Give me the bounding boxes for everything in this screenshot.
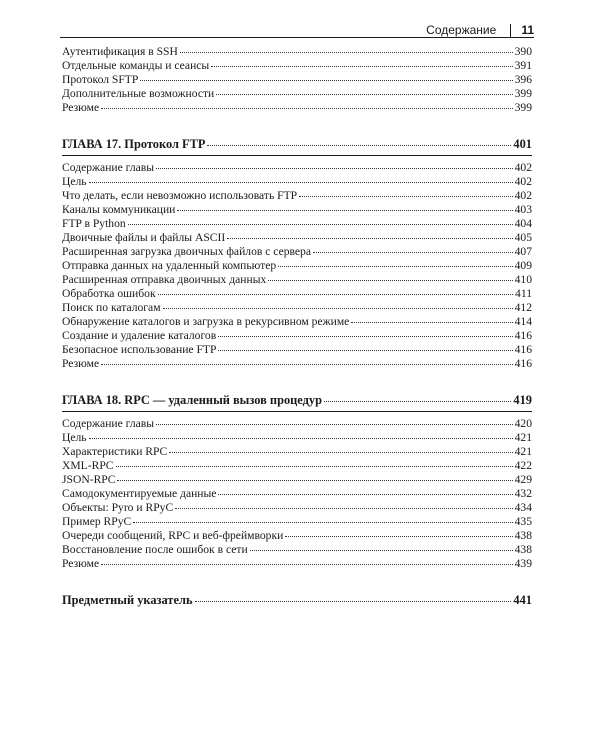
toc-entry-page: 420: [514, 417, 532, 430]
toc-entry-page: 409: [514, 259, 532, 272]
dot-leader: [163, 308, 513, 309]
dot-leader: [278, 266, 512, 267]
toc-entry-page: 416: [514, 329, 532, 342]
dot-leader: [116, 466, 513, 467]
toc-entry-label: FTP в Python: [62, 217, 126, 230]
toc-entry: [62, 87, 532, 101]
toc-entry-label: Самодокументируемые данные: [62, 487, 217, 500]
dot-leader: [299, 196, 512, 197]
dot-leader: [175, 508, 512, 509]
header-page-number: 11: [521, 23, 534, 37]
toc-entry-label: XML-RPC: [62, 459, 114, 472]
dot-leader: [156, 168, 513, 169]
toc-entry-label: Резюме: [62, 101, 100, 114]
toc-entry: [62, 543, 532, 557]
toc-entry: [62, 473, 532, 487]
dot-leader: [156, 424, 513, 425]
toc-entry: [62, 343, 532, 357]
toc-entry: [62, 301, 532, 315]
toc-entry: [62, 357, 532, 371]
toc-entry: [62, 203, 532, 217]
dot-leader: [211, 66, 512, 67]
toc-entry-label: Расширенная отправка двоичных данных: [62, 273, 267, 286]
toc-entry: [62, 175, 532, 189]
toc-entry-label: Отправка данных на удаленный компьютер: [62, 259, 277, 272]
toc-entry: [62, 217, 532, 231]
dot-leader: [227, 238, 512, 239]
dot-leader: [180, 52, 513, 53]
toc-entry-label: Поиск по каталогам: [62, 301, 161, 314]
toc-entry-label: JSON-RPC: [62, 473, 116, 486]
dot-leader: [89, 438, 513, 439]
toc-entry-label: Создание и удаление каталогов: [62, 329, 217, 342]
chapter-heading: [62, 392, 532, 412]
toc-entry: [62, 431, 532, 445]
toc-entry-label: Обработка ошибок: [62, 287, 156, 300]
toc-entry-page: 396: [514, 73, 532, 86]
dot-leader: [117, 480, 512, 481]
dot-leader: [177, 210, 512, 211]
toc-entry: [62, 245, 532, 259]
toc-entry-label: Каналы коммуникации: [62, 203, 176, 216]
toc-entry: [62, 445, 532, 459]
toc-entry: [62, 515, 532, 529]
index-heading-label: Предметный указатель: [62, 593, 193, 607]
dot-leader: [250, 550, 513, 551]
dot-leader: [285, 536, 512, 537]
index-heading: [62, 592, 532, 611]
toc-entry-page: 405: [514, 231, 532, 244]
dot-leader: [351, 322, 512, 323]
toc-entry: [62, 329, 532, 343]
toc-entry-page: 421: [514, 431, 532, 444]
chapter-heading-label: ГЛАВА 17. Протокол FTP: [62, 137, 206, 151]
chapter-heading: [62, 136, 532, 156]
dot-leader: [218, 494, 512, 495]
dot-leader: [268, 280, 512, 281]
toc-entry: [62, 501, 532, 515]
toc-entry-label: Содержание главы: [62, 161, 155, 174]
dot-leader: [101, 364, 512, 365]
toc-entry-label: Отдельные команды и сеансы: [62, 59, 210, 72]
toc-entry-label: Обнаружение каталогов и загрузка в рекурсивном режиме: [62, 315, 350, 328]
toc-entry-page: 422: [514, 459, 532, 472]
dot-leader: [207, 145, 511, 146]
toc-entry-label: Безопасное использование FTP: [62, 343, 217, 356]
toc-entry-page: 414: [514, 315, 532, 328]
toc-entry: [62, 45, 532, 59]
dot-leader: [158, 294, 513, 295]
toc-entry-page: 438: [514, 529, 532, 542]
toc-entry-label: Резюме: [62, 557, 100, 570]
toc-entry-label: Цель: [62, 175, 87, 188]
toc-entry: [62, 231, 532, 245]
dot-leader: [195, 601, 512, 602]
toc-entry-page: 402: [514, 175, 532, 188]
dot-leader: [218, 336, 512, 337]
toc-entry-label: Аутентификация в SSH: [62, 45, 178, 58]
toc-entry: [62, 315, 532, 329]
toc-entry-label: Протокол SFTP: [62, 73, 139, 86]
toc-entry: [62, 101, 532, 115]
toc-entry-page: 438: [514, 543, 532, 556]
toc-entry-label: Двоичные файлы и файлы ASCII: [62, 231, 226, 244]
toc-entry-page: 402: [514, 189, 532, 202]
dot-leader: [133, 522, 512, 523]
dot-leader: [313, 252, 513, 253]
toc-entry-label: Характеристики RPC: [62, 445, 168, 458]
toc-entry-label: Восстановление после ошибок в сети: [62, 543, 248, 556]
toc-entry-page: 421: [514, 445, 532, 458]
toc-entry-page: 412: [514, 301, 532, 314]
toc-entry-page: 402: [514, 161, 532, 174]
toc-entry-label: Что делать, если невозможно использовать FTP: [62, 189, 298, 202]
toc-entry-label: Пример RPyC: [62, 515, 132, 528]
chapter-heading-page: 419: [513, 393, 532, 407]
table-of-contents: [62, 45, 532, 616]
toc-entry: [62, 557, 532, 571]
running-header: [60, 22, 534, 38]
toc-entry: [62, 417, 532, 431]
chapter-heading-label: ГЛАВА 18. RPC — удаленный вызов процедур: [62, 393, 322, 407]
dot-leader: [89, 182, 513, 183]
toc-entry-page: 432: [514, 487, 532, 500]
toc-entry: [62, 459, 532, 473]
toc-entry-page: 403: [514, 203, 532, 216]
toc-entry-page: 411: [515, 287, 532, 300]
toc-entry-page: 399: [514, 87, 532, 100]
toc-entry-label: Очереди сообщений, RPC и веб-фреймворки: [62, 529, 284, 542]
toc-entry: [62, 529, 532, 543]
toc-entry-label: Цель: [62, 431, 87, 444]
header-rule: [60, 37, 534, 38]
chapter-heading-page: 401: [513, 137, 532, 151]
toc-entry-page: 429: [514, 473, 532, 486]
dot-leader: [324, 401, 511, 402]
toc-entry: [62, 487, 532, 501]
index-heading-page: 441: [513, 593, 532, 607]
toc-entry-page: 416: [514, 343, 532, 356]
header-title: Содержание: [426, 23, 497, 37]
toc-entry: [62, 273, 532, 287]
dot-leader: [216, 94, 512, 95]
toc-entry-label: Дополнительные возможности: [62, 87, 215, 100]
toc-entry-page: 434: [514, 501, 532, 514]
toc-entry-page: 410: [514, 273, 532, 286]
toc-entry-label: Содержание главы: [62, 417, 155, 430]
toc-entry: [62, 59, 532, 73]
toc-entry-page: 391: [514, 59, 532, 72]
dot-leader: [140, 80, 512, 81]
toc-entry-label: Резюме: [62, 357, 100, 370]
toc-entry: [62, 259, 532, 273]
toc-entry: [62, 73, 532, 87]
toc-entry-label: Расширенная загрузка двоичных файлов с сервера: [62, 245, 312, 258]
toc-entry: [62, 189, 532, 203]
dot-leader: [218, 350, 512, 351]
toc-entry-page: 435: [514, 515, 532, 528]
toc-entry-page: 399: [514, 101, 532, 114]
toc-entry-page: 404: [514, 217, 532, 230]
toc-entry-page: 390: [514, 45, 532, 58]
toc-entry-page: 439: [514, 557, 532, 570]
dot-leader: [128, 224, 513, 225]
toc-entry-page: 407: [514, 245, 532, 258]
toc-entry: [62, 161, 532, 175]
dot-leader: [169, 452, 512, 453]
toc-entry: [62, 287, 532, 301]
toc-entry-page: 416: [514, 357, 532, 370]
dot-leader: [101, 108, 512, 109]
dot-leader: [101, 564, 512, 565]
toc-entry-label: Объекты: Pyro и RPyC: [62, 501, 174, 514]
header-separator: [510, 24, 511, 37]
